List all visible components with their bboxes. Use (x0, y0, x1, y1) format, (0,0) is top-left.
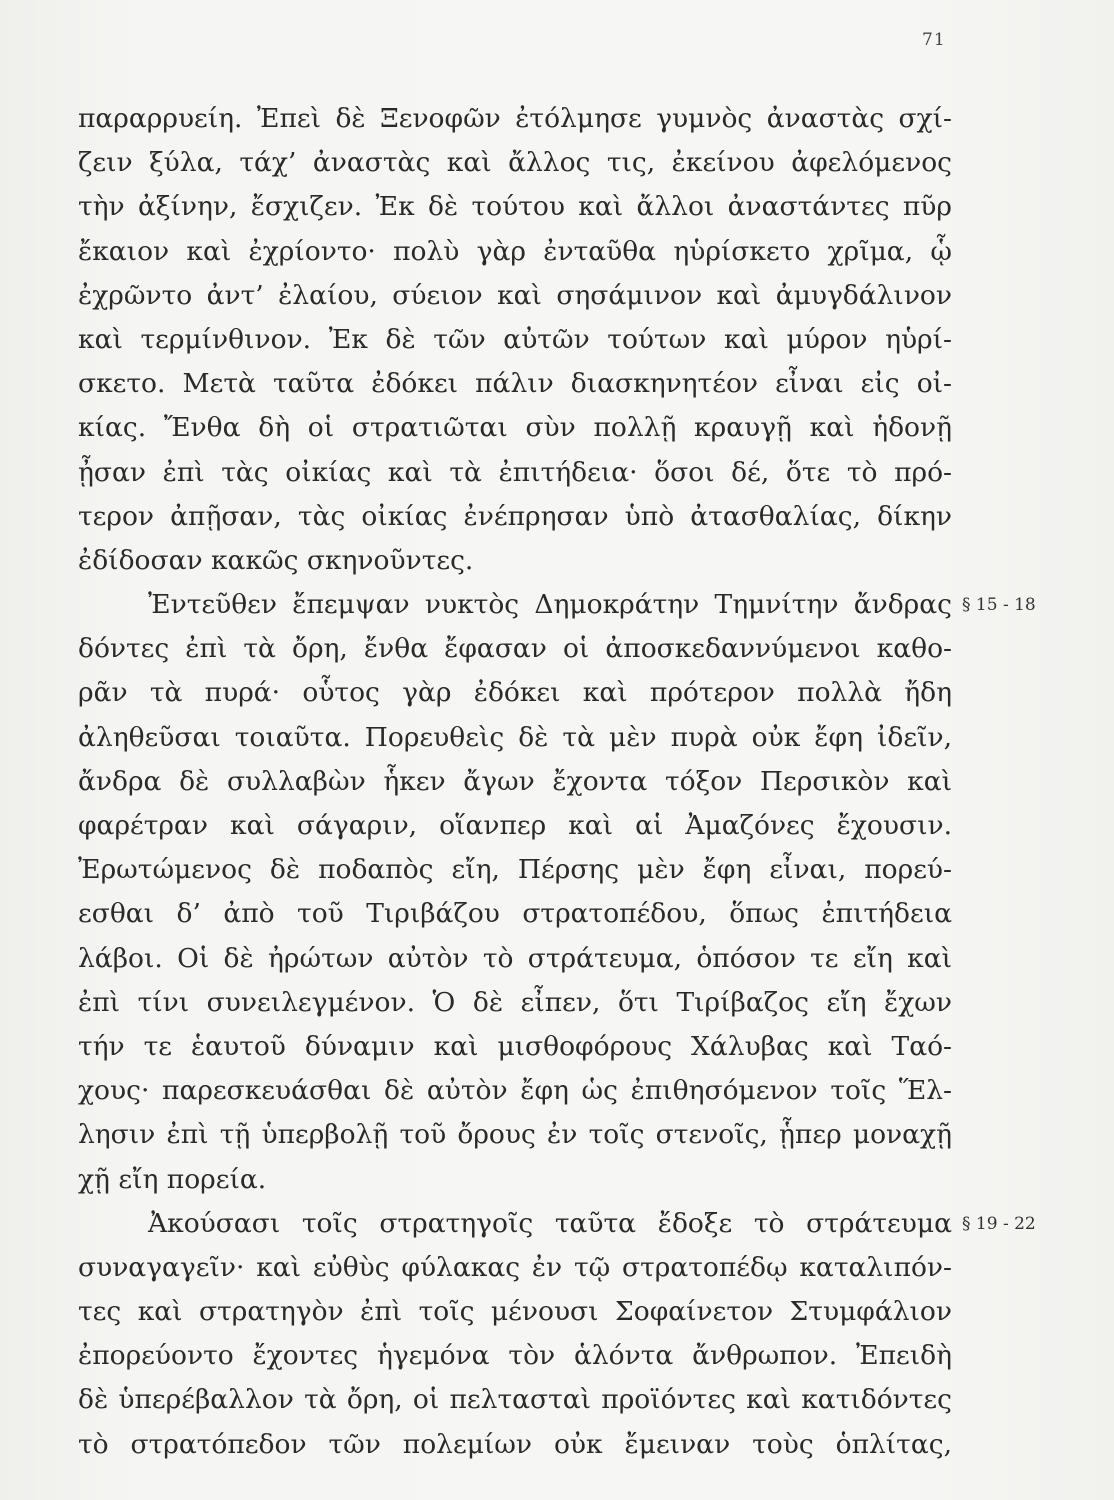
text-line: σκετο. Μετὰ ταῦτα ἐδόκει πάλιν διασκηνητέον εἶναι εἰς οἰ- (78, 368, 952, 400)
text-line: Ἐντεῦθεν ἔπεμψαν νυκτὸς Δημοκράτην Τημνίτην ἄνδρας (148, 589, 952, 621)
text-line: εσθαι δ’ ἀπὸ τοῦ Τιριβάζου στρατοπέδου, ὅπως ἐπιτήδεια (78, 898, 952, 930)
text-line: συναγαγεῖν· καὶ εὐθὺς φύλακας ἐν τῷ στρατοπέδῳ καταλιπόν- (78, 1251, 952, 1283)
text-line: καὶ τερμίνθινον. Ἐκ δὲ τῶν αὐτῶν τούτων καὶ μύρον ηὑρί- (78, 323, 952, 355)
text-line: τὸ στρατόπεδον τῶν πολεμίων οὐκ ἔμειναν τοὺς ὁπλίτας, (78, 1428, 952, 1460)
text-line: ἐχρῶντο ἀντ’ ἐλαίου, σύειον καὶ σησάμινον καὶ ἀμυγδάλινον (78, 279, 952, 311)
text-line: τερον ἀπῇσαν, τὰς οἰκίας ἐνέπρησαν ὑπὸ ἀτασθαλίας, δίκην (78, 500, 952, 532)
text-line: ἀληθεῦσαι τοιαῦτα. Πορευθεὶς δὲ τὰ μὲν πυρὰ οὐκ ἔφη ἰδεῖν, (78, 721, 952, 753)
section-margin-note: § 19 - 22 (962, 1214, 1036, 1234)
text-line: χῇ εἴη πορεία. (78, 1163, 267, 1195)
page-number: 71 (922, 30, 946, 50)
text-line: ἐπὶ τίνι συνειλεγμένον. Ὁ δὲ εἶπεν, ὅτι Τιρίβαζος εἴη ἔχων (78, 986, 952, 1018)
text-line: δόντες ἐπὶ τὰ ὄρη, ἔνθα ἔφασαν οἱ ἀποσκεδαννύμενοι καθο- (78, 633, 952, 665)
section-margin-note: § 15 - 18 (962, 595, 1036, 616)
text-line: λάβοι. Οἱ δὲ ἠρώτων αὐτὸν τὸ στράτευμα, ὁπόσον τε εἴη καὶ (78, 942, 952, 974)
text-line: ρᾶν τὰ πυρά· οὗτος γὰρ ἐδόκει καὶ πρότερον πολλὰ ἤδη (78, 677, 952, 709)
text-line: ἄνδρα δὲ συλλαβὼν ἧκεν ἄγων ἔχοντα τόξον Περσικὸν καὶ (78, 765, 952, 797)
text-line: ἐδίδοσαν κακῶς σκηνοῦντες. (78, 544, 474, 576)
text-line: Ἀκούσασι τοῖς στρατηγοῖς ταῦτα ἔδοξε τὸ στράτευμα (148, 1207, 952, 1239)
text-line: παραρρυείη. Ἐπεὶ δὲ Ξενοφῶν ἐτόλμησε γυμνὸς ἀναστὰς σχί- (78, 103, 952, 134)
text-line: κίας. Ἔνθα δὴ οἱ στρατιῶται σὺν πολλῇ κραυγῇ καὶ ἡδονῇ (78, 412, 952, 444)
text-line: τήν τε ἑαυτοῦ δύναμιν καὶ μισθοφόρους Χάλυβας καὶ Ταό- (78, 1030, 952, 1062)
text-line: φαρέτραν καὶ σάγαριν, οἵανπερ καὶ αἱ Ἀμαζόνες ἔχουσιν. (78, 810, 952, 841)
text-line: ἔκαιον καὶ ἐχρίοντο· πολὺ γὰρ ἐνταῦθα ηὑρίσκετο χρῖμα, ᾧ (78, 235, 952, 267)
text-line: ζειν ξύλα, τάχ’ ἀναστὰς καὶ ἄλλος τις, ἐκείνου ἀφελόμενος (78, 147, 952, 179)
text-line: ἐπορεύοντο ἔχοντες ἡγεμόνα τὸν ἁλόντα ἄνθρωπον. Ἐπειδὴ (78, 1340, 952, 1372)
text-line: χους· παρεσκευάσθαι δὲ αὐτὸν ἔφη ὡς ἐπιθησόμενον τοῖς Ἕλ- (78, 1075, 952, 1107)
text-line: λησιν ἐπὶ τῇ ὑπερβολῇ τοῦ ὄρους ἐν τοῖς στενοῖς, ᾗπερ μοναχῇ (78, 1119, 952, 1151)
text-line: τὴν ἀξίνην, ἔσχιζεν. Ἐκ δὲ τούτου καὶ ἄλλοι ἀναστάντες πῦρ (78, 191, 952, 223)
text-line: τες καὶ στρατηγὸν ἐπὶ τοῖς μένουσι Σοφαίνετον Στυμφάλιον (78, 1296, 952, 1328)
text-line: δὲ ὑπερέβαλλον τὰ ὄρη, οἱ πελτασταὶ προϊόντες καὶ κατιδόντες (78, 1384, 952, 1416)
greek-text-body (78, 97, 952, 1467)
text-line: ᾖσαν ἐπὶ τὰς οἰκίας καὶ τὰ ἐπιτήδεια· ὅσοι δέ, ὅτε τὸ πρό- (78, 456, 952, 488)
text-line: Ἐρωτώμενος δὲ ποδαπὸς εἴη, Πέρσης μὲν ἔφη εἶναι, πορεύ- (78, 854, 952, 886)
